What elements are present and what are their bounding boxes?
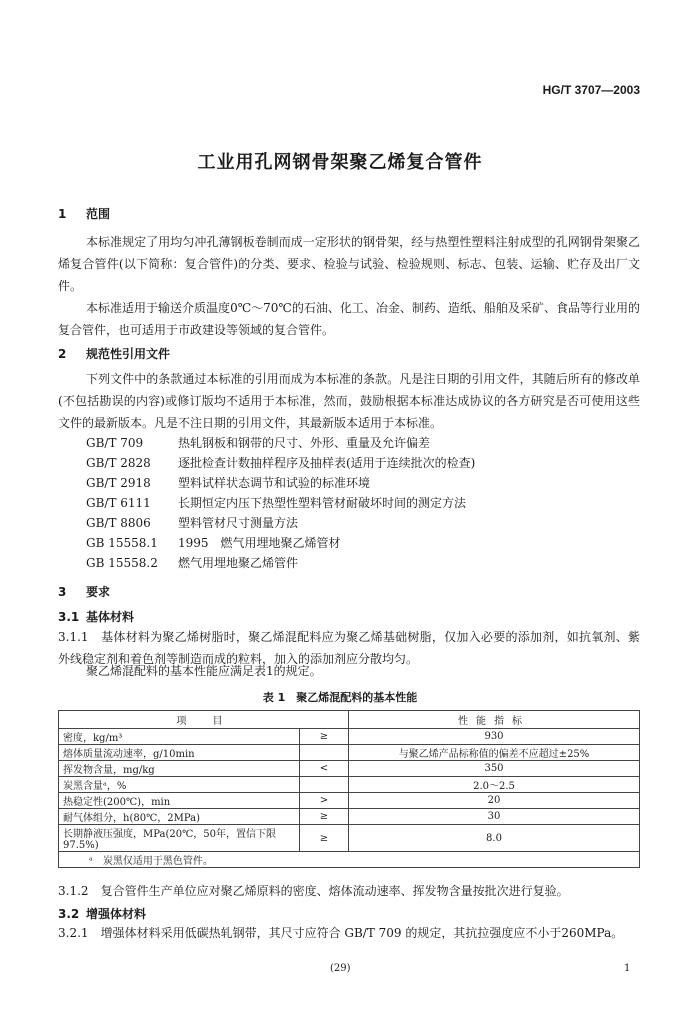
reference-item: GB 15558.1 1995 燃气用埋地聚乙烯管材: [86, 536, 341, 550]
reference-item: GB/T 6111 长期恒定内压下热塑性塑料管材耐破坏时间的测定方法: [86, 496, 467, 510]
standard-number: HG/T 3707—2003: [542, 83, 640, 97]
section-3-1-1-para-2: 聚乙烯混配料的基本性能应满足表1的规定。: [86, 664, 322, 678]
section-3-1-2-para: 3.1.2 复合管件生产单位应对聚乙烯原料的密度、熔体流动速率、挥发物含量按批次进行复验。: [58, 884, 569, 898]
table-row: [59, 729, 640, 745]
properties-table: [58, 710, 640, 868]
section-2-heading: 2 规范性引用文件: [58, 347, 171, 361]
table-cell: 350: [349, 761, 640, 777]
table-row: [59, 761, 640, 777]
table-cell: 长期静液压强度，MPa(20℃，50年，置信下限97.5%): [59, 825, 300, 852]
table-cell: 与聚乙烯产品标称值的偏差不应超过±25%: [349, 745, 640, 761]
table-header: 项 目: [59, 711, 349, 729]
table-cell: 30: [349, 809, 640, 825]
table-header-row: [59, 711, 640, 729]
section-3-2-1-para: 3.2.1 增强体材料采用低碳热轧钢带，其尺寸应符合 GB/T 709 的规定，其抗拉强度应不小于260MPa。: [58, 926, 624, 940]
table-cell: 挥发物含量，mg/kg: [59, 761, 300, 777]
table-row: [59, 777, 640, 793]
document-title: 工业用孔网钢骨架聚乙烯复合管件: [197, 152, 483, 173]
table-cell: <: [300, 761, 349, 777]
table-cell: >: [300, 793, 349, 809]
section-3-2-heading: 3.2 增强体材料: [58, 907, 147, 921]
reference-item: GB/T 8806 塑料管材尺寸测量方法: [86, 516, 299, 530]
table-row: [59, 793, 640, 809]
table-row: [59, 745, 640, 761]
table-cell: ≥: [300, 825, 349, 852]
reference-item: GB 15558.2 燃气用埋地聚乙烯管件: [86, 556, 299, 570]
table-cell: 2.0～2.5: [349, 777, 640, 793]
table-caption: 表 1 聚乙烯混配料的基本性能: [262, 691, 418, 704]
table-cell: 耐气体组分，h(80℃，2MPa): [59, 809, 300, 825]
section-1-para-2: 本标准适用于输送介质温度0℃～70℃的石油、化工、冶金、制药、造纸、船舶及采矿、食品等行业用的复合管件，也可适用于市政建设等领域的复合管件。: [58, 301, 640, 337]
table-header: 性能指标: [349, 711, 640, 729]
table-cell: 8.0: [349, 825, 640, 852]
table-cell: 930: [349, 729, 640, 745]
table-cell: [300, 777, 349, 793]
table-row: [59, 809, 640, 825]
section-3-1-1-para: 3.1.1 基体材料为聚乙烯树脂时，聚乙烯混配料应为聚乙烯基础树脂，仅加入必要的添加剂，如抗氧剂、紫外线稳定剂和着色剂等制造而成的粒料，加入的添加剂应分散均匀。: [58, 630, 640, 666]
table-cell: ≥: [300, 809, 349, 825]
table-cell: [300, 745, 349, 761]
table-row: [59, 825, 640, 852]
section-1-para-1: 本标准规定了用均匀冲孔薄钢板卷制而成一定形状的钢骨架，经与热塑性塑料注射成型的孔网钢骨架聚乙烯复合管件(以下简称：复合管件)的分类、要求、检验与试验、检验规则、标志、包装、运输、贮存及出厂文件。: [58, 235, 640, 293]
section-3-heading: 3 要求: [58, 585, 111, 599]
table-cell: 密度，kg/m³: [59, 729, 300, 745]
reference-item: GB/T 709 热轧钢板和钢带的尺寸、外形、重量及允许偏差: [86, 436, 431, 450]
table-footnote: ᵃ 炭黑仅适用于黑色管件。: [59, 852, 640, 868]
section-1-heading: 1 范围: [58, 207, 111, 221]
table-note-row: [59, 852, 640, 868]
page-code: (29): [330, 963, 351, 974]
table-cell: 炭黑含量ᵃ，%: [59, 777, 300, 793]
section-3-1-heading: 3.1 基体材料: [58, 610, 135, 624]
table-cell: ≥: [300, 729, 349, 745]
page-number: 1: [624, 963, 631, 974]
table-cell: 熔体质量流动速率，g/10min: [59, 745, 300, 761]
section-2-para: 下列文件中的条款通过本标准的引用而成为本标准的条款。凡是注日期的引用文件，其随后所有的修改单(不包括勘误的内容)或修订版均不适用于本标准，然而，鼓励根据本标准达成协议的各方研究是否可使用这些文件的最新版本。凡是不注日期的引用文件，其最新版本适用于本标准。: [58, 372, 640, 430]
table-cell: 20: [349, 793, 640, 809]
reference-item: GB/T 2918 塑料试样状态调节和试验的标准环境: [86, 476, 371, 490]
table-cell: 热稳定性(200℃)，min: [59, 793, 300, 809]
reference-item: GB/T 2828 逐批检查计数抽样程序及抽样表(适用于连续批次的检查): [86, 456, 476, 470]
